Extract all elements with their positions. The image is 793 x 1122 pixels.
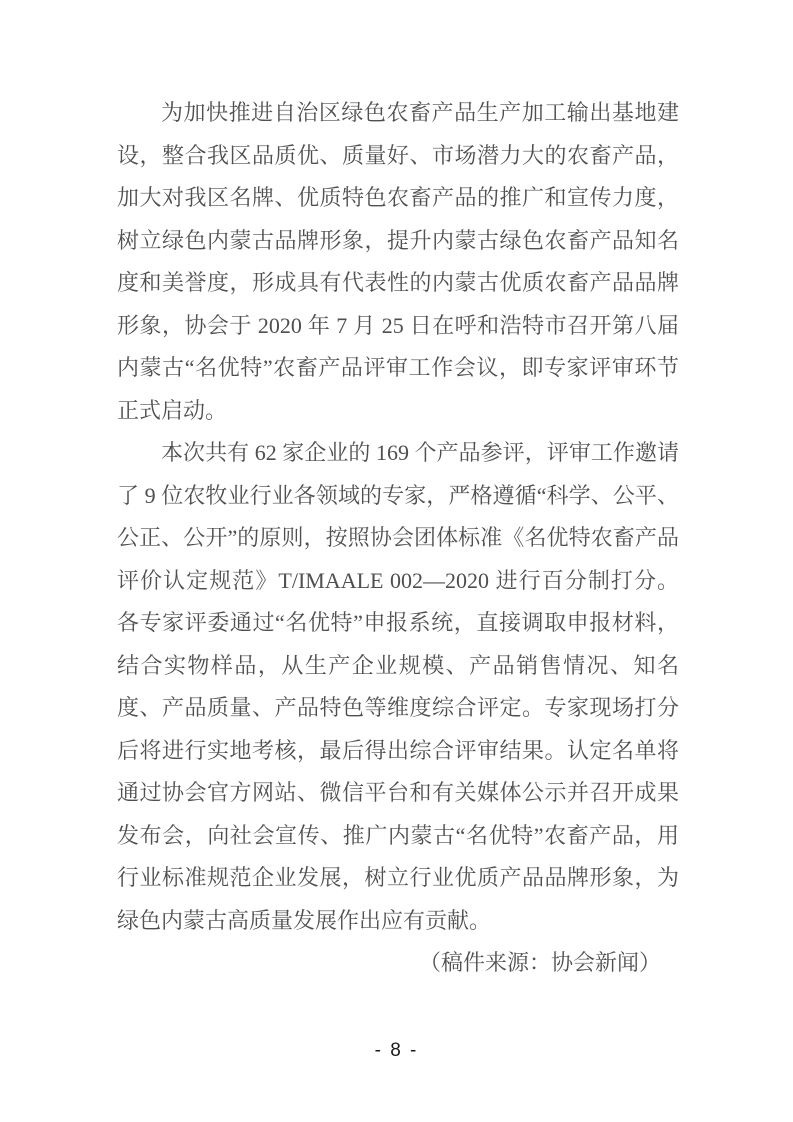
- source-attribution: （稿件来源：协会新闻）: [418, 950, 661, 975]
- body-paragraph-2: 本次共有 62 家企业的 169 个产品参评，评审工作邀请了 9 位农牧业行业各领域的专家，严格遵循“科学、公平、公正、公开”的原则，按照协会团体标准《名优特农畜产品评价认定规范》T/IMAALE 002—2020 进行百分制打分。各专家评委通过“名优特”申报系统，直接调取申报材料，结合实物样品，从生产企业规模、产品销售情况、知名度、产品质量、产品特色等维度综合评定。专家现场打分后将进行实地考核，最后得出综合评审结果。认定名单将通过协会官方网站、微信平台和有关媒体公示并召开成果发布会，向社会宣传、推广内蒙古“名优特”农畜产品，用行业标准规范企业发展，树立行业优质产品品牌形象，为绿色内蒙古高质量发展作出应有贡献。: [117, 440, 679, 933]
- page-number: - 8 -: [374, 1040, 419, 1061]
- page-body: [117, 92, 679, 985]
- body-paragraph-1: 为加快推进自治区绿色农畜产品生产加工输出基地建设，整合我区品质优、质量好、市场潜力大的农畜产品，加大对我区名牌、优质特色农畜产品的推广和宣传力度，树立绿色内蒙古品牌形象，提升内蒙古绿色农畜产品知名度和美誉度，形成具有代表性的内蒙古优质农畜产品品牌形象，协会于 2020 年 7 月 25 日在呼和浩特市召开第八届内蒙古“名优特”农畜产品评审工作会议，即专家评审环节正式启动。: [117, 100, 679, 423]
